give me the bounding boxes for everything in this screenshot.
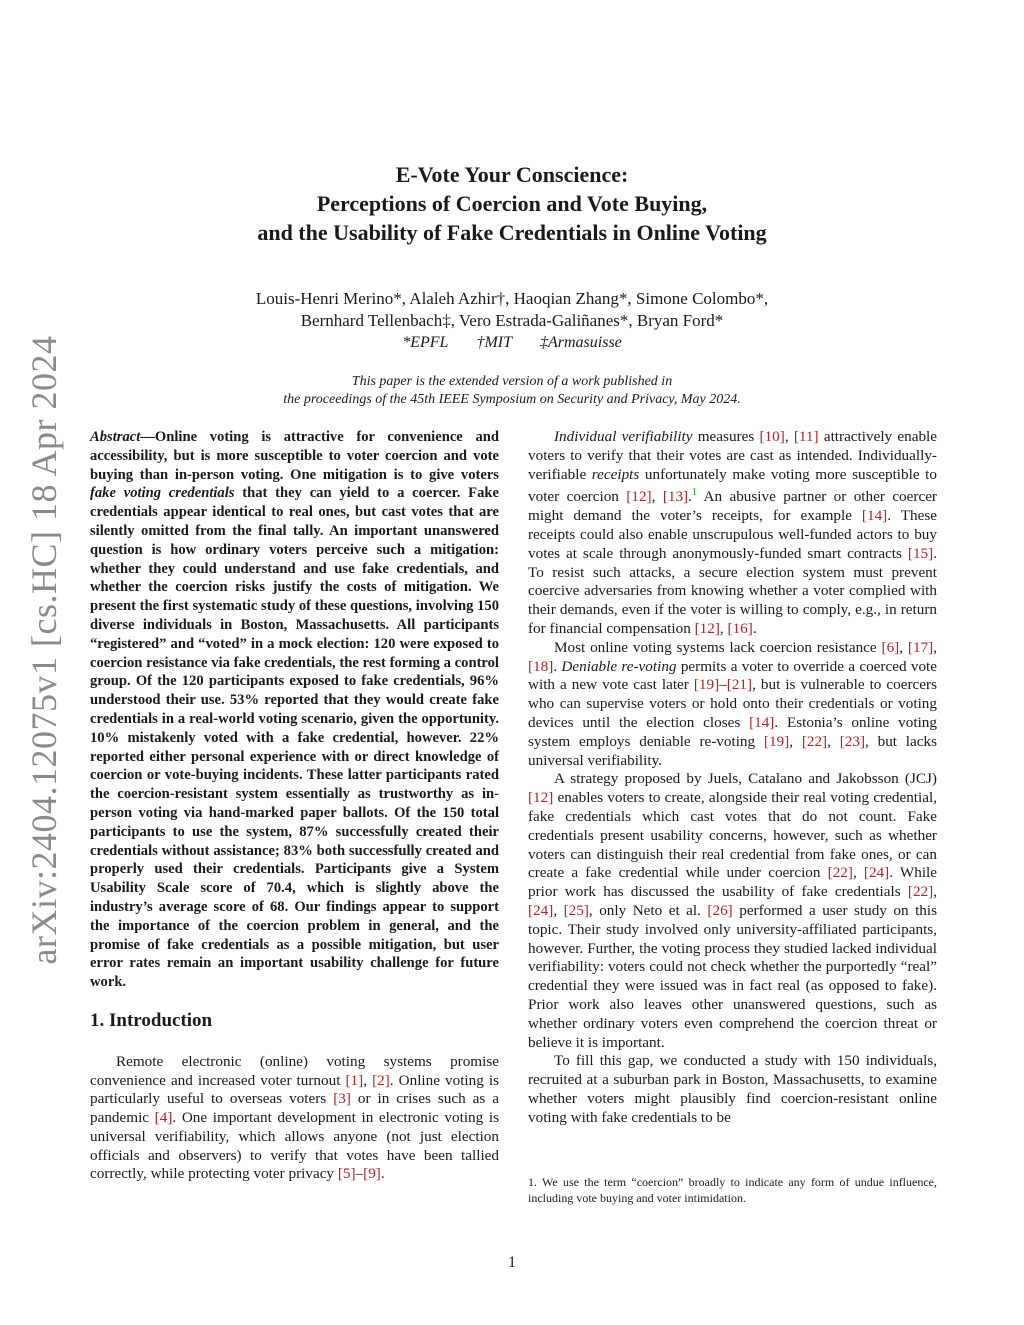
citation-link[interactable]: [2]	[372, 1071, 390, 1089]
body-paragraph: Individual verifiability measures [10], [11] attractively enable voters to verify that their votes are cast as intended. Individually-verifiable receipts unfortunately make voting more susceptible to voter coercion [12], [13].$^1$ An abusive partner or other coercer might demand the voter’s receipts, for example [14]. These receipts could also enable unscrupulous well-funded actors to buy votes at scale through anonymously-funded smart contracts [15]. To resist such attacks, a secure election system must prevent coercive adversaries from knowing whether a voter complied with their demands, even if the voter is willing to comply, e.g., in return for financial compensation [12], [16].	[528, 428, 937, 638]
footnote-marker[interactable]: 1	[691, 487, 697, 499]
citation-link[interactable]: [12]	[626, 488, 652, 506]
citation-link[interactable]: [1]	[345, 1071, 364, 1089]
abstract	[90, 428, 499, 992]
affiliation-armasuisse: ‡Armasuisse	[540, 334, 622, 351]
page-number: 1	[508, 1254, 516, 1271]
citation-link[interactable]: [26]	[707, 901, 733, 919]
left-column	[90, 428, 499, 1184]
body-paragraph: Most online voting systems lack coercion resistance [6], [17], [18]. Deniable re-voting permits a voter to override a coerced vote with a new vote cast later [19]–[21], but is vulnerable to coercers who can supervise voters or hold onto their credentials or voting devices until the election closes [14]. Estonia’s online voting system employs deniable re-voting [19], [22], [23], but lacks universal verifiability.	[528, 638, 938, 769]
citation-link[interactable]: [16]	[727, 620, 753, 638]
affiliations	[140, 332, 884, 354]
title-line: Perceptions of Coercion and Vote Buying,	[316, 191, 708, 216]
citation-link[interactable]: [12]	[528, 789, 554, 807]
abstract-emphasis: fake voting credentials	[90, 485, 235, 502]
citation-link[interactable]: [24]	[528, 901, 554, 919]
body-paragraph: To fill this gap, we conducted a study with 150 individuals, recruited at a suburban park in Boston, Massachusetts, to examine whether voters might plausibly find coercion-resistant online voting with fake credentials to be	[528, 1052, 937, 1126]
citation-link[interactable]: [24]	[863, 864, 890, 882]
citation-link[interactable]: [22]	[801, 732, 828, 750]
note-line: the proceedings of the 45th IEEE Symposium on Security and Privacy, May 2024.	[283, 392, 741, 407]
affiliation-mit: †MIT	[476, 334, 512, 351]
citation-link[interactable]: [14]	[749, 714, 775, 732]
authors-line: Louis-Henri Merino*, Alaleh Azhir†, Haoqian Zhang*, Simone Colombo*,	[255, 289, 769, 308]
citation-link[interactable]: [25]	[563, 901, 589, 919]
arxiv-identifier: arXiv:2404.12075v1 [cs.HC] 18 Apr 2024	[24, 335, 64, 965]
citation-link[interactable]: [11]	[793, 428, 819, 445]
footnote: 1. We use the term “coercion” broadly to indicate any form of undue influence, including vote buying and voter intimidation.	[528, 1175, 937, 1205]
citation-link[interactable]: [19]	[693, 676, 720, 694]
abstract-lead: Abstract	[90, 429, 141, 445]
authors-line: Bernhard Tellenbach‡, Vero Estrada-Galiñanes*, Bryan Ford*	[300, 311, 724, 330]
right-column	[528, 428, 937, 1128]
citation-link[interactable]: [17]	[907, 638, 934, 656]
citation-link[interactable]: [23]	[839, 732, 866, 750]
citation-link[interactable]: [22]	[907, 883, 934, 901]
citation-link[interactable]: [9]	[363, 1165, 381, 1183]
citation-link[interactable]: [12]	[694, 620, 720, 638]
title-line: and the Usability of Fake Credentials in Online Voting	[257, 220, 767, 245]
intro-paragraph: Remote electronic (online) voting systems promise convenience and increased voter turnout [1], [2]. Online voting is particularly useful to overseas voters [3] or in crises such as a pandemic [4]. One important development in electronic voting is universal verifiability, which allows anyone (not just election officials and observers) to verify that votes have been tallied correctly, while protecting voter privacy [5]–[9].	[90, 1052, 500, 1183]
abstract-text: —Online voting is attractive for convenience and accessibility, but is more susceptible to voter coercion and vote buying than in-person voting. One mitigation is to give voters	[90, 429, 499, 483]
citation-link[interactable]: [13]	[662, 488, 689, 506]
publication-note	[140, 373, 884, 409]
author-block	[140, 288, 884, 354]
citation-link[interactable]: [15]	[907, 544, 934, 562]
title-line: E-Vote Your Conscience:	[395, 162, 629, 187]
affiliation-epfl: *EPFL	[402, 334, 449, 351]
note-line: This paper is the extended version of a work published in	[351, 374, 673, 389]
citation-link[interactable]: [22]	[827, 864, 853, 882]
citation-link[interactable]: [5]	[337, 1165, 356, 1183]
citation-link[interactable]: [4]	[154, 1109, 173, 1127]
citation-link[interactable]: [18]	[528, 657, 554, 675]
citation-link[interactable]: [6]	[881, 638, 900, 656]
section-heading: 1. Introduction	[90, 1009, 213, 1031]
citation-link[interactable]: [3]	[333, 1090, 351, 1108]
citation-link[interactable]: [21]	[726, 676, 753, 694]
citation-link[interactable]: [19]	[763, 732, 790, 750]
body-paragraph: A strategy proposed by Juels, Catalano and Jakobsson (JCJ) [12] enables voters to create, alongside their real voting credential, fake credentials which cast votes that do not count. Fake credentials present usability concerns, however, such as whether voters can distinguish their real credential from fake ones, or can create a fake credential while under coercion [22], [24]. While prior work has discussed the usability of fake credentials [22], [24], [25], only Neto et al. [26] performed a user study on this topic. Their study involved only university-affiliated participants, however. Further, the voting process they studied lacked individual verifiability: voters could not check whether the purportedly “real” credential they were issued was in fact real (as opposed to fake). Prior work also leaves other unanswered questions, such as whether ordinary voters even comprehend the coercion threat or believe it is important.	[528, 770, 938, 1051]
paper-title	[140, 160, 884, 247]
abstract-text: that they can yield to a coercer. Fake credentials appear identical to real ones, but cast votes that are silently omitted from the final tally. An important unanswered question is how ordinary voters perceive such a mitigation: whether they could understand and use fake credentials, and whether the coercion risks justify the costs of mitigation. We present the first systematic study of these questions, involving 150 diverse individuals in Boston, Massachusetts. All participants “registered” and “voted” in a mock election: 120 were exposed to coercion resistance via fake credentials, the rest forming a control group. Of the 120 participants exposed to fake credentials, 96% understood their use. 53% reported that they would create fake credentials in a real-world voting scenario, given the opportunity. 10% mistakenly voted with a fake credential, however. 22% reported either personal experience with or direct knowledge of coercion or vote-buying incidents. These latter participants rated the coercion-resistant system essentially as trustworthy as in-person voting via hand-marked paper ballots. Of the 150 total participants to use the system, 87% successfully created their credentials without assistance; 83% both successfully created and properly used their credentials. Participants give a System Usability Scale score of 70.4, which is slightly above the industry’s average score of 68. Our findings appear to support the importance of the coercion problem in general, and the promise of fake credentials as a possible mitigation, but user error rates remain an important usability challenge for future work.	[90, 485, 499, 991]
citation-link[interactable]: [10]	[759, 428, 785, 445]
citation-link[interactable]: [14]	[861, 507, 888, 525]
